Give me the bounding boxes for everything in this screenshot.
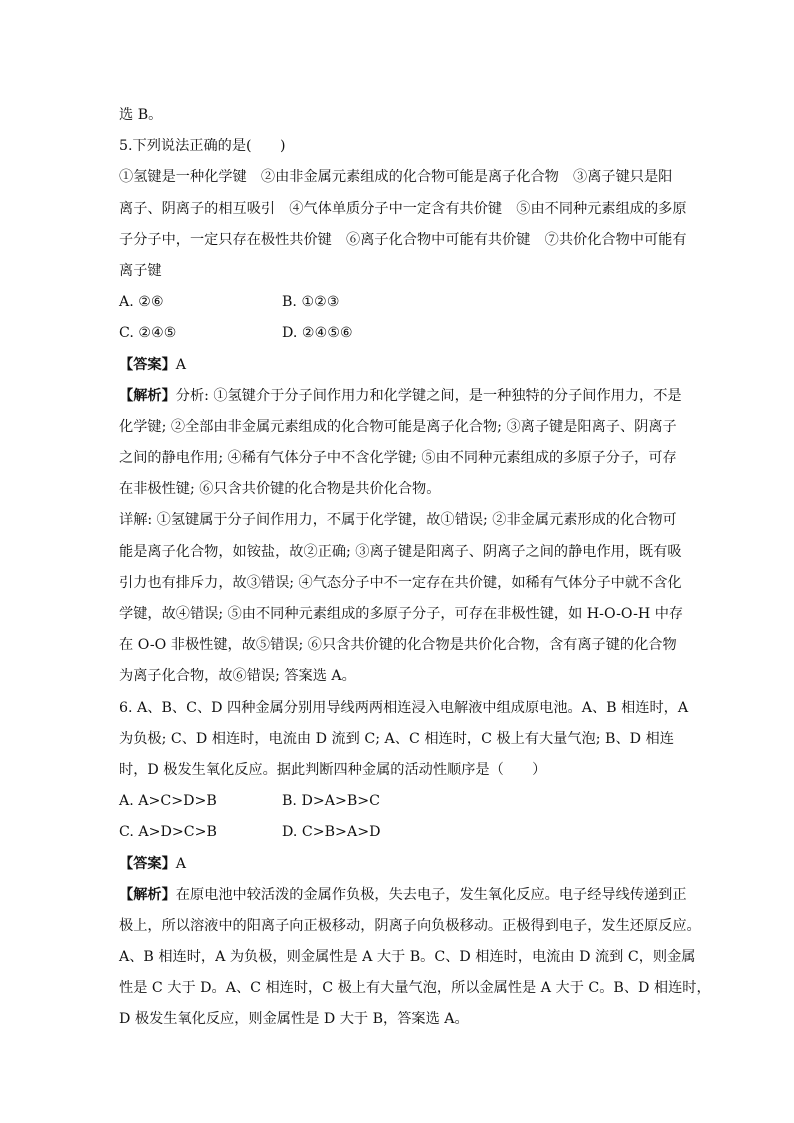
q6-analysis-text: 在原电池中较活泼的金属作负极，失去电子，发生氧化反应。电子经导线传递到正 <box>175 886 687 903</box>
q6-analysis-line: 极上，所以溶液中的阳离子向正极移动，阴离子向负极移动。正极得到电子，发生还原反应。 <box>119 917 701 934</box>
q6-option-d: D. C>B>A>D <box>282 824 381 841</box>
q5-stem: 5.下列说法正确的是( ) <box>119 138 286 155</box>
q5-detail-line: 详解: ①氢键属于分子间作用力，不属于化学键，故①错误; ②非金属元素形成的化合物可 <box>119 512 677 529</box>
q6-analysis-label: 【解析】 <box>119 886 176 903</box>
q5-body-line: 离子、阴离子的相互吸引 ④气体单质分子中一定含有共价键 ⑤由不同种元素组成的多原 <box>119 200 687 217</box>
q5-analysis-label: 【解析】 <box>119 387 176 404</box>
q6-analysis-line: A、B 相连时，A 为负极，则金属性是 A 大于 B。C、D 相连时，电流由 D 流到 C，则金属 <box>119 949 696 966</box>
q6-answer-label: 【答案】 <box>119 855 176 872</box>
q5-option-a: A. ②⑥ <box>119 294 164 311</box>
q5-detail-line: 在 O-O 非极性键，故⑤错误; ⑥只含共价键的化合物是共价化合物，含有离子键的化合物 <box>119 637 677 654</box>
q5-body-line: 离子键 <box>119 262 162 279</box>
q6-options-row <box>119 786 679 817</box>
q5-body-line: ①氢键是一种化学键 ②由非金属元素组成的化合物可能是离子化合物 ③离子键只是阳 <box>119 169 673 186</box>
q5-analysis-line: 之间的静电作用; ④稀有气体分子中不含化学键; ⑤由不同种元素组成的多原子分子，可存 <box>119 450 677 467</box>
q5-analysis-line <box>119 381 682 412</box>
q6-stem-line: 时，D 极发生氧化反应。据此判断四种金属的活动性顺序是（ ） <box>119 761 547 778</box>
q6-stem-line: 6. A、B、C、D 四种金属分别用导线两两相连浸入电解液中组成原电池。A、B 相连时，A <box>119 699 689 716</box>
q5-option-c: C. ②④⑤ <box>119 325 177 342</box>
q5-answer <box>119 350 679 381</box>
q5-analysis-line: 化学键; ②全部由非金属元素组成的化合物可能是离子化合物; ③离子键是阳离子、阴离子 <box>119 418 677 435</box>
q6-options-row <box>119 817 679 848</box>
q5-detail-line: 学键，故④错误; ⑤由不同种元素组成的多原子分子，可存在非极性键，如 H-O-O-H 中存 <box>119 606 684 622</box>
q6-answer-value: A <box>175 855 187 872</box>
q5-options-row <box>119 287 679 318</box>
document-page <box>119 100 711 1036</box>
q5-analysis-line: 在非极性键; ⑥只含共价键的化合物是共价化合物。 <box>119 481 441 498</box>
q5-answer-label: 【答案】 <box>119 356 176 373</box>
q6-option-b: B. D>A>B>C <box>282 793 381 810</box>
q6-analysis-line: D 极发生氧化反应，则金属性是 D 大于 B，答案选 A。 <box>119 1011 469 1028</box>
q5-detail-line: 引力也有排斥力，故③错误; ④气态分子中不一定存在共价键，如稀有气体分子中就不含化 <box>119 574 682 591</box>
q5-option-b: B. ①②③ <box>282 294 340 311</box>
q5-options-row <box>119 318 679 349</box>
q5-analysis-text: 分析: ①氢键介于分子间作用力和化学键之间，是一种独特的分子间作用力，不是 <box>175 387 682 404</box>
q6-stem-line: 为负极; C、D 相连时，电流由 D 流到 C; A、C 相连时，C 极上有大量气泡; B、D 相连 <box>119 730 674 747</box>
q5-body-line: 子分子中，一定只存在极性共价键 ⑥离子化合物中可能有共价键 ⑦共价化合物中可能有 <box>119 231 687 248</box>
q5-option-d: D. ②④⑤⑥ <box>282 325 353 342</box>
q6-analysis-line <box>119 880 687 911</box>
prev-answer-line: 选 B。 <box>119 107 163 123</box>
q6-answer <box>119 849 679 880</box>
q6-option-a: A. A>C>D>B <box>119 793 217 810</box>
q6-analysis-line: 性是 C 大于 D。A、C 相连时，C 极上有大量气泡，所以金属性是 A 大于 C。B、D 相连时， <box>119 980 711 997</box>
q6-option-c: C. A>D>C>B <box>119 824 217 841</box>
q5-detail-line: 为离子化合物，故⑥错误; 答案选 A。 <box>119 668 356 685</box>
q5-detail-line: 能是离子化合物，如铵盐，故②正确; ③离子键是阳离子、阴离子之间的静电作用，既有吸 <box>119 543 682 560</box>
q5-answer-value: A <box>175 356 187 373</box>
